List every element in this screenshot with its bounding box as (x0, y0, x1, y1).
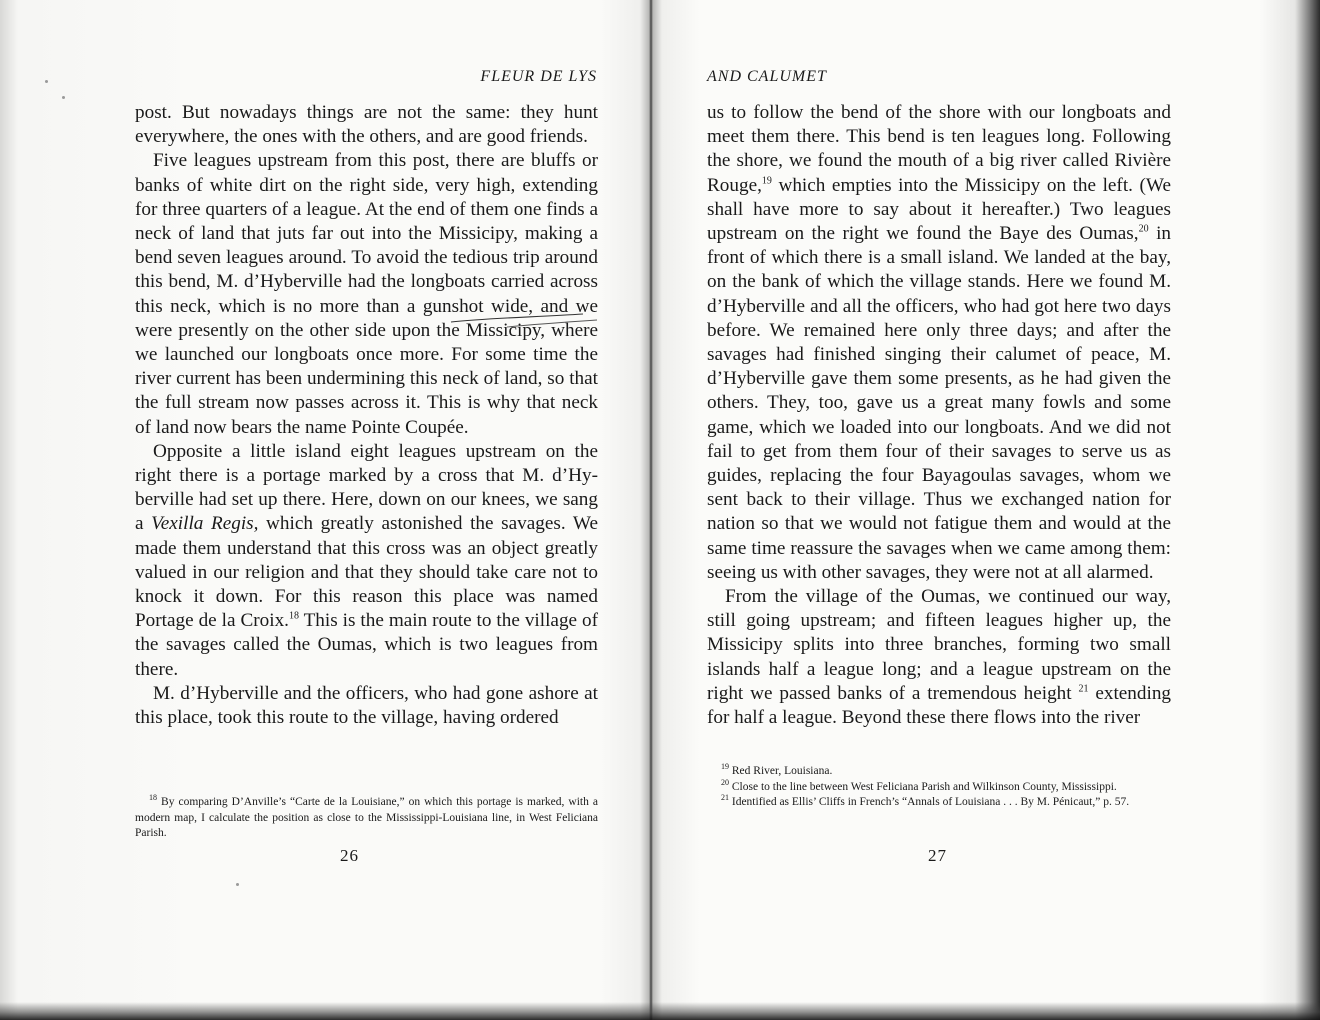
footnote-number: 18 (149, 793, 157, 803)
footnote-text: Identified as Ellis’ Cliffs in French’s “Annals of Louisiana . . . By M. Pénicaut,” p. 57. (731, 796, 1130, 808)
paragraph (135, 440, 598, 682)
body-text-left (135, 101, 598, 730)
footnote-text: Close to the line between West Feliciana Parish and Wilkinson County, Mississippi. (731, 780, 1117, 793)
paper-speck (45, 80, 48, 83)
paper-speck (236, 883, 239, 886)
footnote (707, 777, 1171, 796)
running-head-left: FLEUR DE LYS (480, 68, 597, 85)
body-text-right (707, 101, 1171, 730)
paragraph (707, 585, 1171, 730)
footnote-reference: 19 (761, 175, 772, 187)
footnote-reference: 20 (1138, 223, 1149, 235)
footnotes-left (135, 795, 598, 842)
paragraph (135, 682, 598, 730)
paragraph-text: extending for half a league. Beyond these there flows into the river (707, 682, 1172, 729)
paragraph-text: From the village of the Oumas, we continued our way, still going upstream; and fifteen leagues higher up, the Missicipy splits into three branches, forming two small islands half a league long; and a league upstream on the right we passed banks of a tremendous height (707, 586, 1171, 704)
footnote-text: Red River, Louisiana. (731, 765, 833, 777)
italic-text: Vexilla Regis, (151, 513, 259, 535)
paragraph (707, 101, 1171, 585)
footnote-number: 19 (721, 762, 729, 772)
paragraph-text: post. But nowadays things are not the same: they hunt everywhere, the ones with the others, and are good friends. (135, 102, 598, 148)
paragraph-text: in front of which there is a small island. We landed at the bay, on the bank of which the village stands. Here we found M. d’Hyberville and all the officers, who had got here two days before. We remained here only three days; and after the savages had finished singing their calumet of peace, M. d’Hyberville gave them some presents, as he had given the others. They, too, gave us a great many fowls and some game, which we loaded into our longboats. And we did not fail to get from them four of their savages to serve us as guides, replacing the four Bayagoulas savages, whom we sent back to their village. Thus we exchanged nation for nation so that we would not fatigue them and would at the same time reassure the savages when we came among them: seeing us with other savages, they were not at all alarmed. (707, 223, 1171, 583)
paper-speck (62, 96, 65, 99)
footnote-text: By comparing D’Anville’s “Carte de la Louisiane,” on which this portage is marked, with a modern map, I calculate the position as close to the Mississippi-Louisiana line, in West Feliciana Parish. (135, 796, 599, 839)
paragraph-text: which greatly astonished the savages. We made them understand that this cross was an object greatly valued in our religion and that they should take care not to knock it down. For this reason this place was named Portage de la Croix. (135, 513, 598, 632)
right-page (655, 0, 1320, 1000)
page-number-left: 26 (340, 846, 359, 865)
footnote (707, 795, 1171, 811)
footnotes-right (707, 764, 1171, 811)
footnote (135, 795, 598, 842)
footnote (707, 764, 1171, 780)
page-number-right: 27 (928, 846, 947, 865)
paragraph-text: us to follow the bend of the shore with our longboats and meet them there. This bend is ten leagues long. Following the shore, we found the mouth of a big river called Rivière Rouge, (707, 102, 1171, 196)
paragraph (135, 101, 598, 149)
paragraph-text: Opposite a little island eight leagues upstream on the right there is a portage marked by a cross that M. d’Hyberville had set up there. Here, down on our knees, we sang a (135, 440, 598, 535)
footnote-number: 20 (721, 777, 729, 787)
page-bottom-edge (0, 1002, 1320, 1020)
left-page (0, 0, 645, 1000)
footnote-reference: 18 (288, 610, 299, 622)
running-head-right: AND CALUMET (707, 68, 827, 85)
paragraph-text: Five leagues upstream from this post, there are bluffs or banks of white dirt on the right side, very high, extending for three quarters of a league. At the end of them one finds a neck of land that juts far out into the Missicipy, making a bend seven leagues around. To avoid the tedious trip around this bend, M. d’Hyberville had the longboats carried across this neck, which is no more than a gunshot wide, and we were presently on the other side upon the Missicipy, where we launched our longboats once more. For some time the river current has been undermining this neck of land, so that the full stream now passes across it. This is why that neck of land now bears the name Pointe Coupée. (135, 150, 598, 438)
footnote-reference: 21 (1078, 683, 1089, 695)
paragraph-text: M. d’Hyberville and the officers, who had gone ashore at this place, took this route to the village, having ordered (135, 682, 598, 729)
footnote-number: 21 (721, 793, 729, 803)
paragraph-text: This is the main route to the village of the savages called the Oumas, which is two leagues from there. (135, 610, 598, 680)
paragraph (135, 149, 598, 439)
paragraph-text: which empties into the Missicipy on the left. (We shall have more to say about it hereafter.) Two leagues upstream on the right we found the Baye des Oumas, (707, 174, 1171, 245)
